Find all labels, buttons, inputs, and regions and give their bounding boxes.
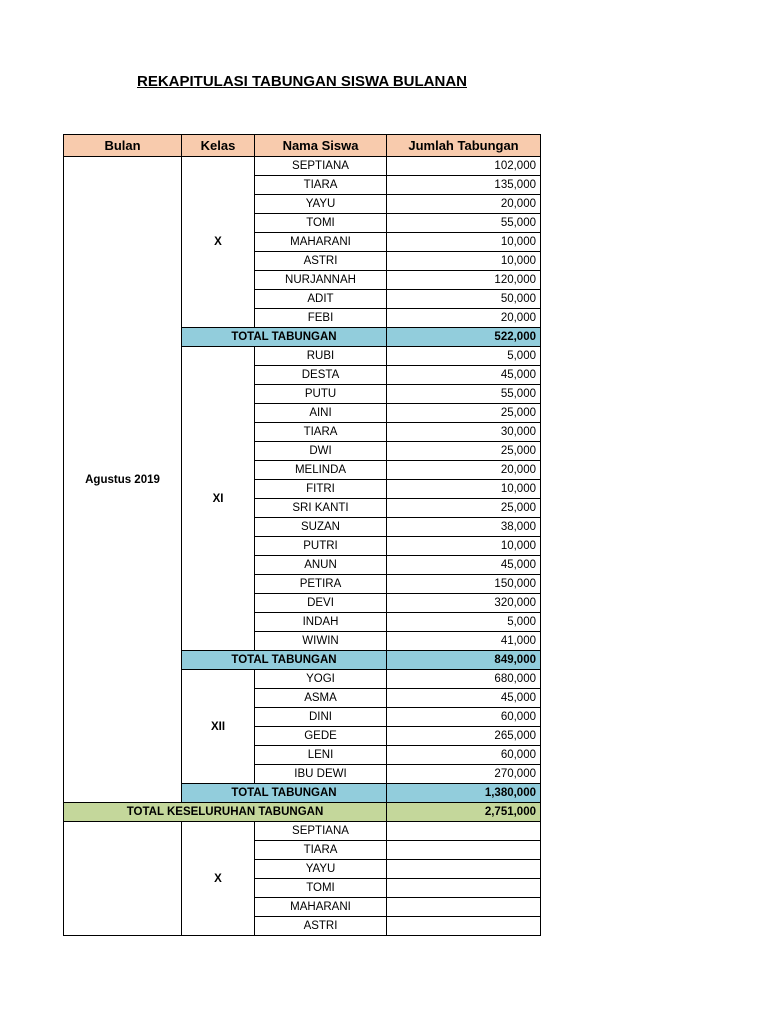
student-name-cell: FITRI: [255, 480, 387, 499]
grand-total-label: TOTAL KESELURUHAN TABUNGAN: [64, 803, 387, 822]
savings-amount-cell: 265,000: [387, 727, 541, 746]
grand-total-value: 2,751,000: [387, 803, 541, 822]
savings-amount-cell: 270,000: [387, 765, 541, 784]
savings-amount-cell: 30,000: [387, 423, 541, 442]
student-name-cell: YAYU: [255, 860, 387, 879]
savings-amount-cell: [387, 917, 541, 936]
student-name-cell: PUTU: [255, 385, 387, 404]
student-name-cell: INDAH: [255, 613, 387, 632]
savings-amount-cell: 55,000: [387, 214, 541, 233]
class-cell: X: [182, 157, 255, 328]
savings-amount-cell: 60,000: [387, 708, 541, 727]
student-name-cell: DINI: [255, 708, 387, 727]
student-name-cell: MAHARANI: [255, 898, 387, 917]
student-name-cell: TIARA: [255, 176, 387, 195]
table-header-row: [64, 135, 541, 157]
savings-amount-cell: 45,000: [387, 689, 541, 708]
savings-amount-cell: 25,000: [387, 499, 541, 518]
student-name-cell: DEVI: [255, 594, 387, 613]
month-cell: Agustus 2019: [64, 157, 182, 803]
subtotal-value: 522,000: [387, 328, 541, 347]
subtotal-label: TOTAL TABUNGAN: [182, 651, 387, 670]
student-name-cell: SRI KANTI: [255, 499, 387, 518]
student-name-cell: PUTRI: [255, 537, 387, 556]
student-name-cell: RUBI: [255, 347, 387, 366]
student-name-cell: WIWIN: [255, 632, 387, 651]
savings-amount-cell: [387, 898, 541, 917]
savings-amount-cell: 55,000: [387, 385, 541, 404]
savings-amount-cell: 5,000: [387, 613, 541, 632]
header-kelas: Kelas: [182, 135, 255, 157]
student-name-cell: SUZAN: [255, 518, 387, 537]
student-name-cell: AINI: [255, 404, 387, 423]
savings-amount-cell: 10,000: [387, 233, 541, 252]
savings-amount-cell: 50,000: [387, 290, 541, 309]
student-name-cell: ASMA: [255, 689, 387, 708]
student-name-cell: TIARA: [255, 423, 387, 442]
savings-table: [63, 134, 541, 936]
savings-amount-cell: 38,000: [387, 518, 541, 537]
subtotal-label: TOTAL TABUNGAN: [182, 784, 387, 803]
header-nama-siswa: Nama Siswa: [255, 135, 387, 157]
savings-amount-cell: 10,000: [387, 252, 541, 271]
student-name-cell: YAYU: [255, 195, 387, 214]
savings-amount-cell: 320,000: [387, 594, 541, 613]
savings-amount-cell: 10,000: [387, 480, 541, 499]
student-name-cell: TOMI: [255, 214, 387, 233]
savings-amount-cell: 150,000: [387, 575, 541, 594]
student-name-cell: ASTRI: [255, 252, 387, 271]
student-name-cell: ASTRI: [255, 917, 387, 936]
student-name-cell: SEPTIANA: [255, 822, 387, 841]
student-name-cell: TIARA: [255, 841, 387, 860]
student-name-cell: ANUN: [255, 556, 387, 575]
class-cell: XI: [182, 347, 255, 651]
savings-amount-cell: 120,000: [387, 271, 541, 290]
savings-amount-cell: 25,000: [387, 404, 541, 423]
savings-amount-cell: [387, 822, 541, 841]
savings-amount-cell: 25,000: [387, 442, 541, 461]
subtotal-value: 849,000: [387, 651, 541, 670]
subtotal-value: 1,380,000: [387, 784, 541, 803]
table-row: [64, 157, 541, 176]
savings-amount-cell: [387, 879, 541, 898]
student-name-cell: PETIRA: [255, 575, 387, 594]
student-name-cell: LENI: [255, 746, 387, 765]
student-name-cell: MAHARANI: [255, 233, 387, 252]
savings-amount-cell: 60,000: [387, 746, 541, 765]
class-cell: XII: [182, 670, 255, 784]
student-name-cell: GEDE: [255, 727, 387, 746]
table-row: [64, 822, 541, 841]
student-name-cell: MELINDA: [255, 461, 387, 480]
savings-amount-cell: 10,000: [387, 537, 541, 556]
header-bulan: Bulan: [64, 135, 182, 157]
savings-amount-cell: 5,000: [387, 347, 541, 366]
student-name-cell: FEBI: [255, 309, 387, 328]
grand-total-row: [64, 803, 541, 822]
class-cell: X: [182, 822, 255, 936]
page-title: REKAPITULASI TABUNGAN SISWA BULANAN: [137, 73, 467, 90]
student-name-cell: DESTA: [255, 366, 387, 385]
month-cell: [64, 822, 182, 936]
student-name-cell: YOGI: [255, 670, 387, 689]
savings-amount-cell: 41,000: [387, 632, 541, 651]
savings-amount-cell: 45,000: [387, 366, 541, 385]
student-name-cell: IBU DEWI: [255, 765, 387, 784]
student-name-cell: TOMI: [255, 879, 387, 898]
table-body: [64, 157, 541, 936]
savings-amount-cell: [387, 860, 541, 879]
savings-amount-cell: 102,000: [387, 157, 541, 176]
savings-amount-cell: 45,000: [387, 556, 541, 575]
savings-amount-cell: [387, 841, 541, 860]
savings-amount-cell: 20,000: [387, 461, 541, 480]
savings-amount-cell: 135,000: [387, 176, 541, 195]
student-name-cell: ADIT: [255, 290, 387, 309]
header-jumlah-tabungan: Jumlah Tabungan: [387, 135, 541, 157]
savings-amount-cell: 20,000: [387, 309, 541, 328]
student-name-cell: NURJANNAH: [255, 271, 387, 290]
savings-amount-cell: 680,000: [387, 670, 541, 689]
savings-amount-cell: 20,000: [387, 195, 541, 214]
student-name-cell: DWI: [255, 442, 387, 461]
student-name-cell: SEPTIANA: [255, 157, 387, 176]
subtotal-label: TOTAL TABUNGAN: [182, 328, 387, 347]
